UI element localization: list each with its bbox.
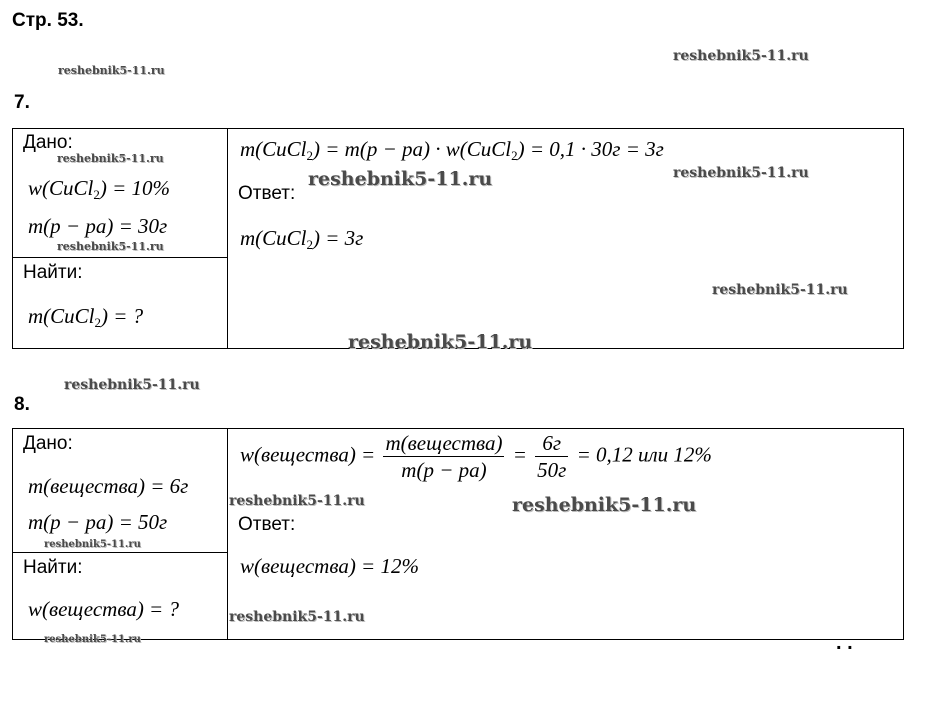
task-7-given-1: w(CuCl$_2$) = 10% [28,176,171,202]
watermark: reshebnik5-11.ru [57,152,164,165]
footer-marks: . . [836,632,853,654]
task-7-divider [227,128,228,349]
task-7-find-1: m(CuCl$_2$) = ? [28,304,144,330]
watermark: reshebnik5-11.ru [712,282,848,298]
task-8-find-1: w(вещества) = ? [28,597,179,621]
watermark: reshebnik5-11.ru [44,634,141,645]
watermark: reshebnik5-11.ru [58,64,165,77]
watermark: reshebnik5-11.ru [229,609,365,625]
task-8-solution-result: = 0,12 или 12% [576,442,712,467]
watermark: reshebnik5-11.ru [64,377,200,393]
task-8-fraction-2-denominator: 50г [537,458,567,482]
task-8-answer-label: Ответ: [238,514,296,535]
watermark: reshebnik5-11.ru [348,331,533,353]
task-7-given-2: m(p − pa) = 30г [28,214,168,238]
task-8-fraction-2-numerator: 6г [535,432,568,457]
task-8-divider [227,428,228,640]
task-7-given-label: Дано: [23,132,73,153]
watermark: reshebnik5-11.ru [44,539,141,550]
task-7-find-label: Найти: [23,262,83,283]
watermark: reshebnik5-11.ru [673,165,809,181]
watermark: reshebnik5-11.ru [308,168,493,190]
task-8-fraction-1-denominator: m(p − pa) [401,458,487,482]
watermark: reshebnik5-11.ru [673,48,809,64]
task-7-number: 7. [14,92,30,113]
task-8-fraction-2 [535,432,568,481]
task-8-given-find-separator [12,552,228,553]
task-8-given-1: m(вещества) = 6г [28,474,189,498]
task-7-given-find-separator [12,257,228,258]
task-8-given-2: m(p − pa) = 50г [28,510,168,534]
task-7-answer: m(CuCl$_2$) = 3г [240,226,364,252]
task-7-solution: m(CuCl$_2$) = m(p − pa) · w(CuCl$_2$) = 0,1 · 30г = 3г [240,137,664,163]
task-8-solution-equals: = [512,442,527,467]
task-8-fraction-1 [383,432,504,481]
task-8-solution-lhs: w(вещества) = [240,442,376,467]
task-8-given-label: Дано: [23,433,73,454]
task-8-fraction-1-numerator: m(вещества) [385,431,503,455]
task-7-answer-label: Ответ: [238,183,296,204]
watermark: reshebnik5-11.ru [512,494,697,516]
task-8-solution [240,432,712,481]
task-8-answer: w(вещества) = 12% [240,554,419,578]
task-8-find-label: Найти: [23,557,83,578]
page-header: Стр. 53. [12,10,84,31]
watermark: reshebnik5-11.ru [229,493,365,509]
watermark: reshebnik5-11.ru [57,240,164,253]
task-8-number: 8. [14,394,30,415]
